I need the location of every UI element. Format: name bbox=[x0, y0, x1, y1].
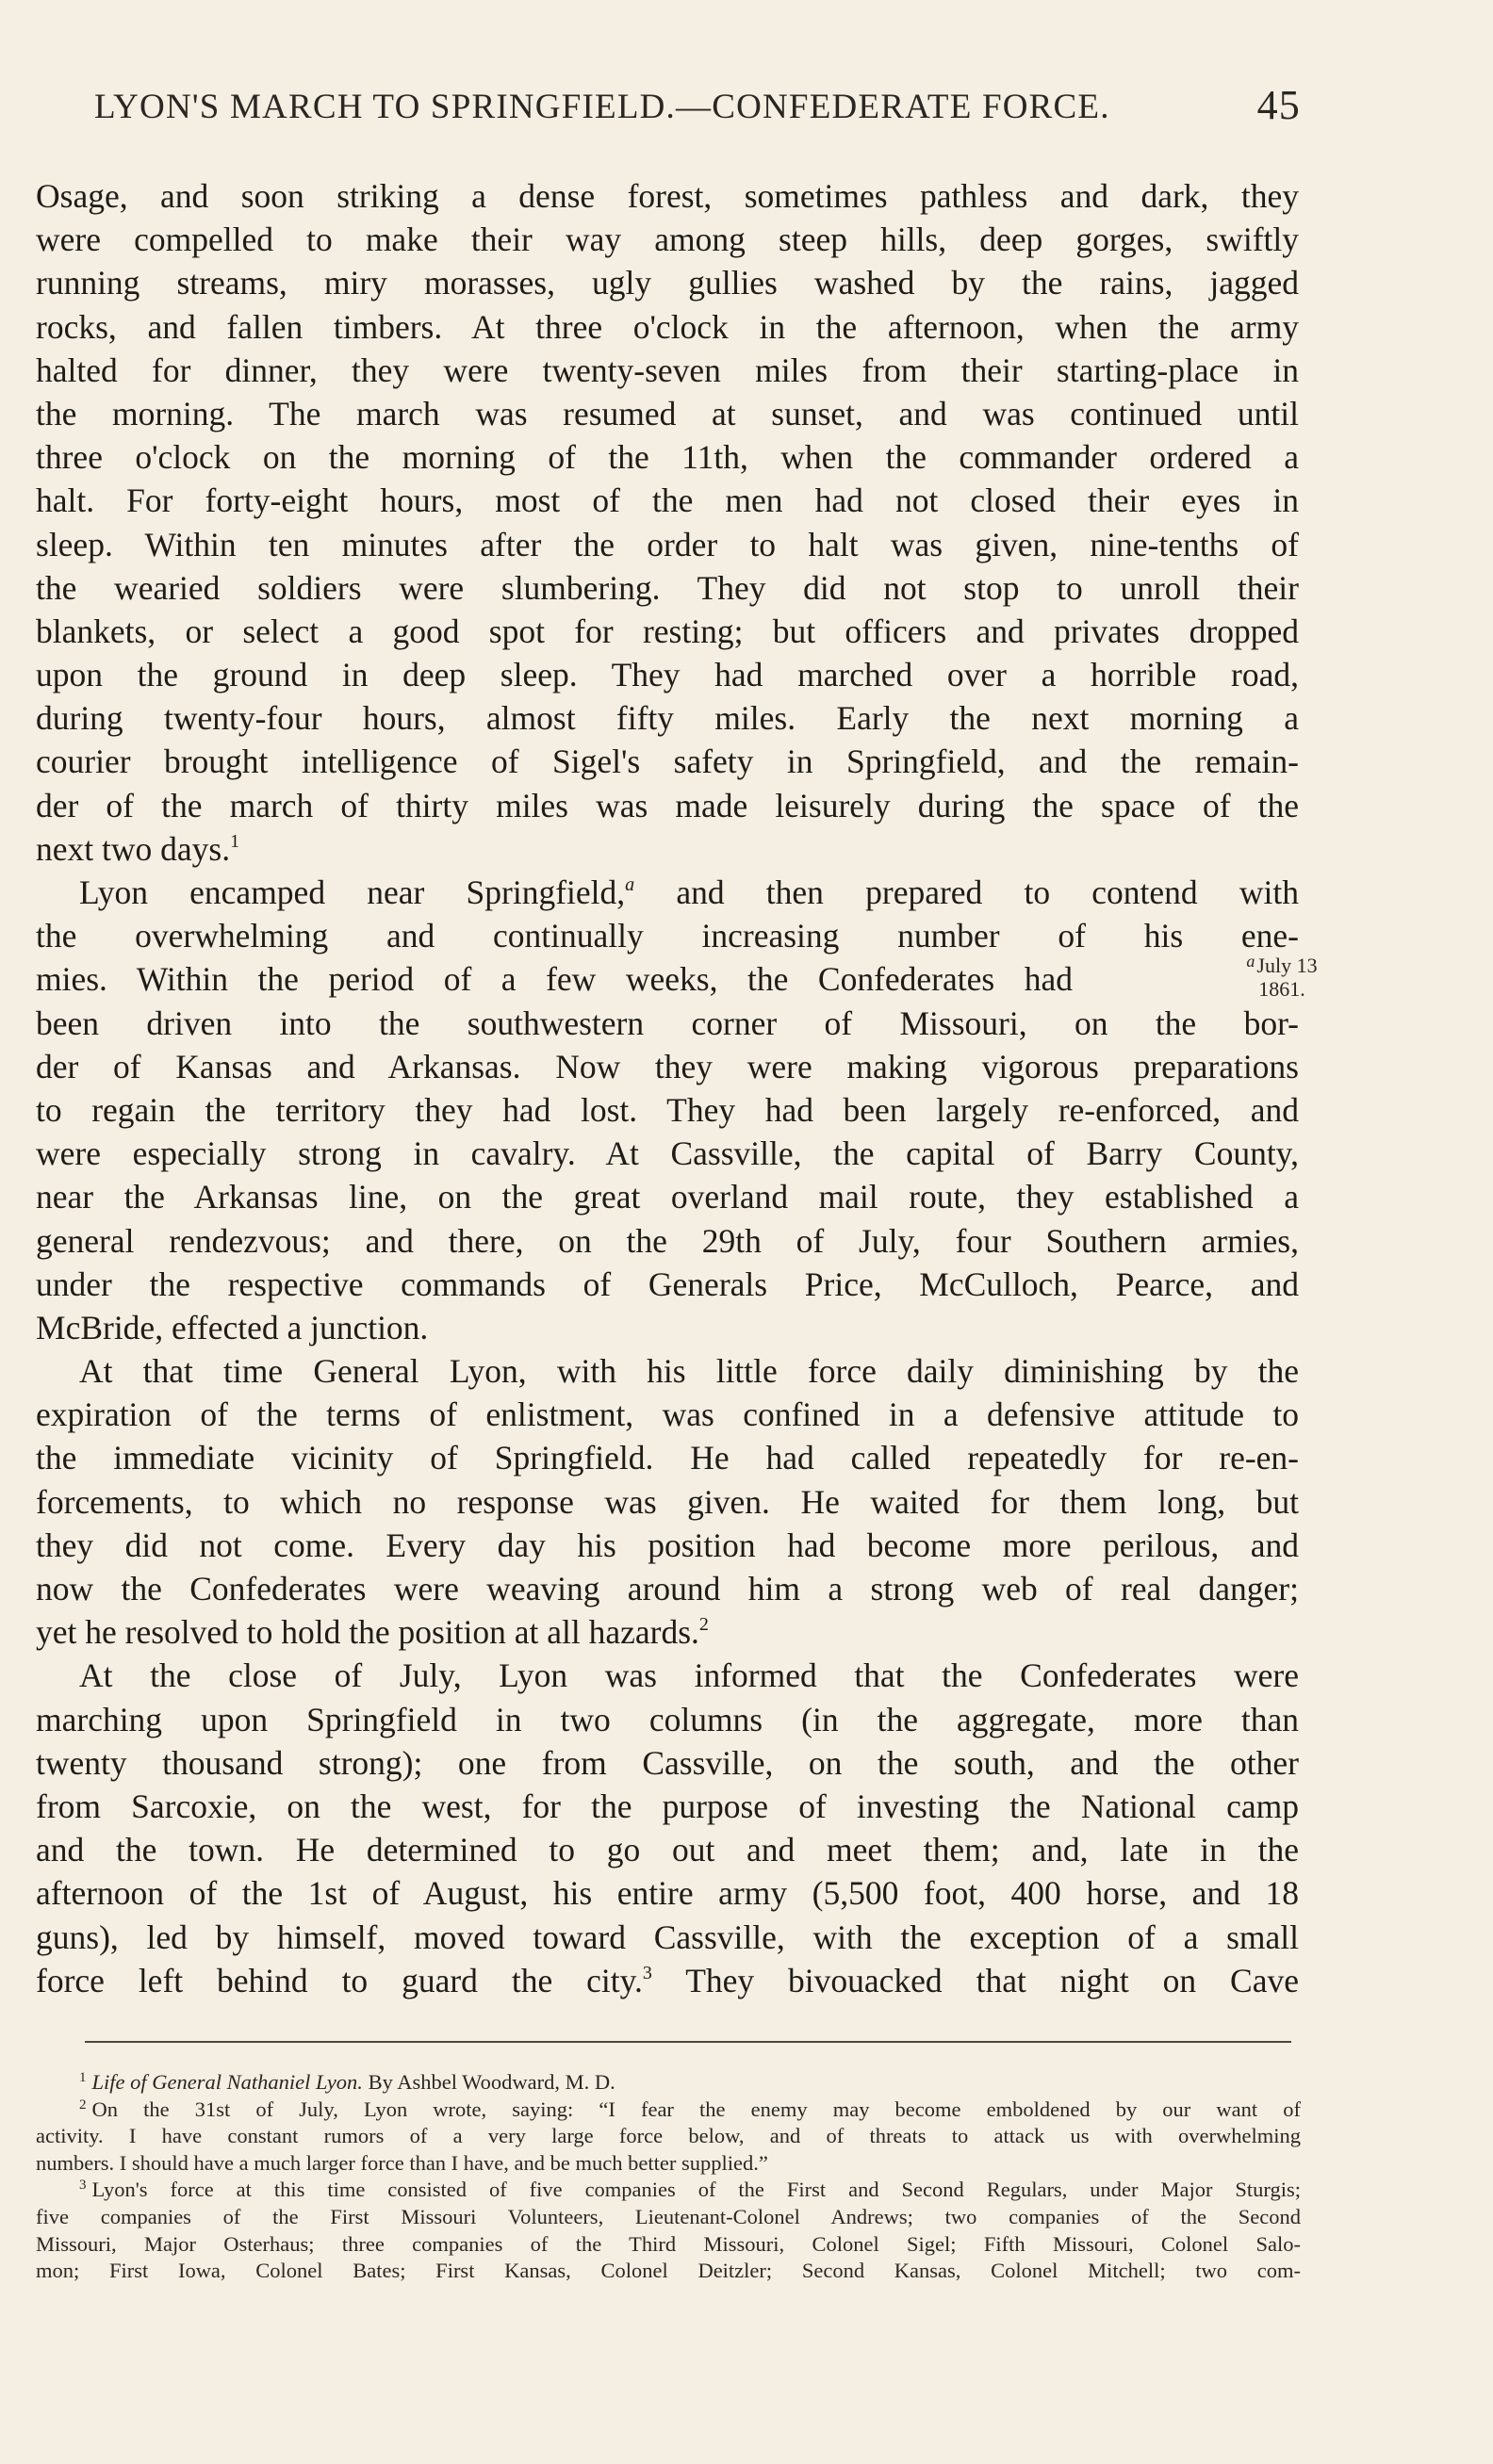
text-line: der of Kansas and Arkansas. Now they were making vigorous preparations bbox=[36, 1047, 1299, 1085]
footnotes bbox=[36, 2069, 1301, 2285]
text-line: forcements, to which no response was given. He waited for them long, but bbox=[36, 1482, 1299, 1521]
footnote-number: 2 bbox=[79, 2097, 87, 2113]
text-line: Osage, and soon striking a dense forest, sometimes pathless and dark, they bbox=[36, 177, 1299, 215]
text-line: upon the ground in deep sleep. They had marched over a horrible road, bbox=[36, 656, 1299, 694]
text-line: general rendezvous; and there, on the 29th of July, four Southern armies, bbox=[36, 1221, 1299, 1260]
text-line: halted for dinner, they were twenty-seven miles from their starting-place in bbox=[36, 351, 1299, 389]
text-line bbox=[36, 1610, 1299, 1654]
text-line bbox=[36, 871, 1299, 914]
text-line: McBride, effected a junction. bbox=[36, 1308, 429, 1346]
text-line: to regain the territory they had lost. They had been largely re-enforced, and bbox=[36, 1090, 1299, 1129]
footnote-text: Lyon's force at this time consisted of five companies of the First and Second Regulars, under Major Sturgis; bbox=[91, 2178, 1301, 2202]
text-line: three o'clock on the morning of the 11th, when the commander ordered a bbox=[36, 438, 1299, 477]
footnote-text: By Ashbel Woodward, M. D. bbox=[362, 2070, 615, 2094]
footnote-line: five companies of the First Missouri Volunteers, Lieutenant-Colonel Andrews; two companies of the Second bbox=[36, 2204, 1301, 2228]
text-line: courier brought intelligence of Sigel's safety in Springfield, and the remain- bbox=[36, 742, 1299, 781]
text-line: were compelled to make their way among steep hills, deep gorges, swiftly bbox=[36, 220, 1299, 259]
footnote-line: activity. I have constant rumors of a very large force below, and of threats to attack us with overwhelming bbox=[36, 2124, 1301, 2148]
text-line: been driven into the southwestern corner of Missouri, on the bor- bbox=[36, 1004, 1299, 1042]
text-line: under the respective commands of Generals Price, McCulloch, Pearce, and bbox=[36, 1265, 1299, 1303]
text-line: from Sarcoxie, on the west, for the purpose of investing the National camp bbox=[36, 1787, 1299, 1825]
running-title: LYON'S MARCH TO SPRINGFIELD.—CONFEDERATE FORCE. bbox=[94, 88, 1110, 126]
text-line: near the Arkansas line, on the great overland mail route, they established a bbox=[36, 1178, 1299, 1216]
text-line: At the close of July, Lyon was informed that the Confederates were bbox=[79, 1656, 1299, 1695]
footnote-3 bbox=[36, 2177, 1301, 2204]
text-line: halt. For forty-eight hours, most of the men had not closed their eyes in bbox=[36, 481, 1299, 520]
text-line: twenty thousand strong); one from Cassville, on the south, and the other bbox=[36, 1743, 1299, 1782]
footnote-line: mon; First Iowa, Colonel Bates; First Kansas, Colonel Deitzler; Second Kansas, Colonel Mitchell; two com- bbox=[36, 2259, 1301, 2283]
text-line: blankets, or select a good spot for resting; but officers and privates dropped bbox=[36, 612, 1299, 650]
marginal-ref: a bbox=[625, 874, 635, 895]
text-fragment: They bivouacked that night on Cave bbox=[651, 1961, 1299, 1999]
marginal-year: 1861. bbox=[1258, 977, 1305, 1001]
text-line: marching upon Springfield in two columns (in the aggregate, more than bbox=[36, 1700, 1299, 1738]
footnote-2 bbox=[36, 2097, 1301, 2124]
text-fragment: and then prepared to contend with bbox=[634, 873, 1299, 911]
text-fragment: yet he resolved to hold the position at all hazards. bbox=[36, 1613, 699, 1652]
text-line: expiration of the terms of enlistment, was confined in a defensive attitude to bbox=[36, 1395, 1299, 1434]
text-line: the immediate vicinity of Springfield. He had called repeatedly for re-en- bbox=[36, 1439, 1299, 1477]
marginal-mark: a bbox=[1246, 952, 1255, 971]
text-fragment: force left behind to guard the city. bbox=[36, 1961, 643, 1999]
page-number: 45 bbox=[1256, 82, 1301, 128]
footnote-line: numbers. I should have a much larger force than I have, and be much better supplied.” bbox=[36, 2150, 768, 2175]
text-line: running streams, miry morasses, ugly gullies washed by the rains, jagged bbox=[36, 264, 1299, 302]
body-text bbox=[36, 174, 1299, 2002]
text-line: and the town. He determined to go out and meet them; and, late in the bbox=[36, 1831, 1299, 1869]
text-fragment: Lyon encamped near Springfield, bbox=[79, 873, 626, 911]
marginal-date bbox=[1225, 950, 1338, 977]
footnote-number: 1 bbox=[79, 2070, 87, 2085]
marginal-month-day: July 13 bbox=[1256, 954, 1318, 977]
footnote-line: Missouri, Major Osterhaus; three companies of the Third Missouri, Colonel Sigel; Fifth Missouri, Colonel Salo- bbox=[36, 2231, 1301, 2256]
footnote-ref[interactable]: 3 bbox=[642, 1962, 652, 1983]
text-line: At that time General Lyon, with his little force daily diminishing by the bbox=[79, 1352, 1299, 1391]
marginal-date-note bbox=[1225, 950, 1338, 1001]
text-line: der of the march of thirty miles was made leisurely during the space of the bbox=[36, 786, 1299, 824]
text-line: the overwhelming and continually increasing number of his ene- bbox=[36, 917, 1299, 955]
text-line: they did not come. Every day his position had become more perilous, and bbox=[36, 1526, 1299, 1564]
footnote-1 bbox=[36, 2069, 1301, 2097]
footnote-text: On the 31st of July, Lyon wrote, saying: “I fear the enemy may become emboldened by our want of bbox=[91, 2097, 1301, 2121]
text-fragment: next two days. bbox=[36, 829, 231, 868]
footnote-ref[interactable]: 1 bbox=[230, 830, 240, 852]
text-line: afternoon of the 1st of August, his entire army (5,500 foot, 400 horse, and 18 bbox=[36, 1874, 1299, 1913]
text-line: rocks, and fallen timbers. At three o'clock in the afternoon, when the army bbox=[36, 307, 1299, 346]
text-line: the wearied soldiers were slumbering. They did not stop to unroll their bbox=[36, 568, 1299, 607]
text-line: mies. Within the period of a few weeks, the Confederates had bbox=[36, 960, 1073, 999]
text-line: during twenty-four hours, almost fifty miles. Early the next morning a bbox=[36, 699, 1299, 738]
footnote-divider bbox=[85, 2041, 1291, 2043]
text-line: the morning. The march was resumed at sunset, and was continued until bbox=[36, 394, 1299, 432]
text-line: guns), led by himself, moved toward Cassville, with the exception of a small bbox=[36, 1917, 1299, 1956]
text-line: sleep. Within ten minutes after the order to halt was given, nine-tenths of bbox=[36, 525, 1299, 563]
text-line bbox=[36, 1959, 1299, 2002]
footnote-number: 3 bbox=[79, 2178, 87, 2194]
text-line bbox=[36, 827, 1299, 871]
text-line: now the Confederates were weaving around him a strong web of real danger; bbox=[36, 1570, 1299, 1607]
footnote-title: Life of General Nathaniel Lyon. bbox=[91, 2070, 363, 2094]
running-header bbox=[85, 82, 1301, 143]
footnote-ref[interactable]: 2 bbox=[698, 1614, 709, 1636]
text-line: were especially strong in cavalry. At Cassville, the capital of Barry County, bbox=[36, 1134, 1299, 1173]
